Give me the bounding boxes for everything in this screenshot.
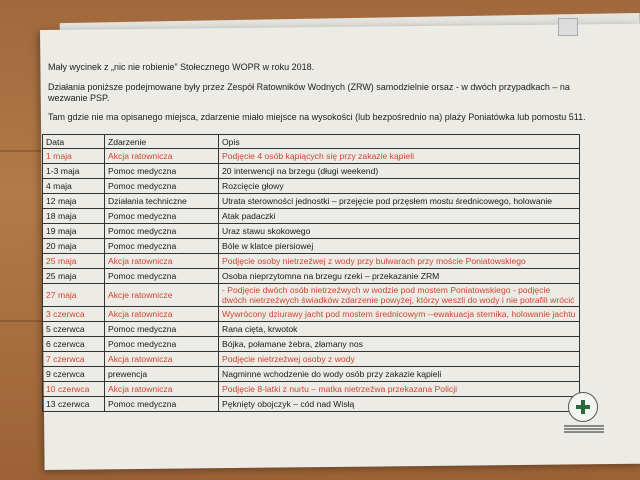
table-row [43, 307, 580, 322]
table-row [43, 254, 580, 269]
description-cell: Podjęcie osoby nietrzeźwej z wody przy bulwarach przy moście Poniatowskiego [219, 254, 580, 269]
description-cell: Uraz stawu skokowego [219, 224, 580, 239]
intro-line-1: Mały wycinek z „nic nie robienie” Stołecznego WOPR w roku 2018. [48, 62, 315, 72]
date-cell: 5 czerwca [43, 322, 105, 337]
table-row [43, 337, 580, 352]
event-cell: Pomoc medyczna [105, 224, 219, 239]
event-cell: Pomoc medyczna [105, 209, 219, 224]
table-row [43, 209, 580, 224]
date-cell: 4 maja [43, 179, 105, 194]
table-row [43, 397, 580, 412]
event-cell: Pomoc medyczna [105, 337, 219, 352]
description-cell: Bójka, połamane żebra, złamany nos [219, 337, 580, 352]
date-cell: 27 maja [43, 284, 105, 307]
table-row [43, 352, 580, 367]
date-cell: 18 maja [43, 209, 105, 224]
event-cell: Akcja ratownicza [105, 307, 219, 322]
table-row [43, 284, 580, 307]
date-cell: 25 maja [43, 269, 105, 284]
event-cell: Pomoc medyczna [105, 164, 219, 179]
header-description: Opis [219, 135, 580, 149]
description-cell: Podjęcie 4 osób kąpiących się przy zakazie kąpieli [219, 149, 580, 164]
description-cell: Pęknięty obojczyk – cód nad Wisłą [219, 397, 580, 412]
date-cell: 3 czerwca [43, 307, 105, 322]
date-cell: 10 czerwca [43, 382, 105, 397]
description-cell: Utrata sterowności jednostki – przejęcie pod przęsłem mostu średnicowego, holowanie [219, 194, 580, 209]
wopr-logo-icon [568, 392, 598, 422]
description-cell: Nagminne wchodzenie do wody osób przy zakazie kąpieli [219, 367, 580, 382]
incident-table [42, 134, 580, 412]
date-cell: 7 czerwca [43, 352, 105, 367]
event-cell: Akcja ratownicza [105, 149, 219, 164]
event-cell: Akcja ratownicza [105, 254, 219, 269]
table-row [43, 367, 580, 382]
description-cell: Podjęcie 8-latki z nurtu – matka nietrzeźwa przekazana Policji [219, 382, 580, 397]
intro-line-2b: wezwanie PSP. [48, 93, 110, 103]
table-row [43, 164, 580, 179]
date-cell: 20 maja [43, 239, 105, 254]
table-row [43, 382, 580, 397]
event-cell: Pomoc medyczna [105, 322, 219, 337]
event-cell: prewencja [105, 367, 219, 382]
table-row [43, 239, 580, 254]
table-row [43, 149, 580, 164]
date-cell: 13 czerwca [43, 397, 105, 412]
intro-line-2a: Działania poniższe podejmowane były przez Zespół Ratowników Wodnych (ZRW) samodzielnie orsaz - w dwóch przypadkach – na [48, 82, 570, 92]
date-cell: 1 maja [43, 149, 105, 164]
description-cell: 20 interwencji na brzegu (długi weekend) [219, 164, 580, 179]
table-row [43, 194, 580, 209]
event-cell: Akcje ratownicze [105, 284, 219, 307]
table-row [43, 322, 580, 337]
date-cell: 6 czerwca [43, 337, 105, 352]
paper-corner-mark [558, 18, 578, 36]
description-cell: Podjęcie nietrzeźwej osoby z wody [219, 352, 580, 367]
event-cell: Pomoc medyczna [105, 239, 219, 254]
table-header-row [43, 135, 580, 149]
intro-line-3: Tam gdzie nie ma opisanego miejsca, zdarzenie miało miejsce na wysokości (lub bezpośrednio na) plaży Poniatówka lub pomostu 511. [48, 112, 586, 122]
table-row [43, 179, 580, 194]
event-cell: Działania techniczne [105, 194, 219, 209]
event-cell: Akcja ratownicza [105, 352, 219, 367]
event-cell: Pomoc medyczna [105, 179, 219, 194]
description-cell: Wywrócony dziurawy jacht pod mostem średnicowym --ewakuacja sternika, holowanie jachtu [219, 307, 580, 322]
date-cell: 25 maja [43, 254, 105, 269]
description-cell: - Podjęcie dwóch osób nietrzeźwych w wodzie pod mostem Poniatowskiego - podjęcie dwóch nietrzeźwych świadków zdarzenie powyżej, którzy weszli do wody i nie potrafili wrócić [219, 284, 580, 307]
date-cell: 12 maja [43, 194, 105, 209]
event-cell: Pomoc medyczna [105, 269, 219, 284]
description-cell: Rozcięcie głowy [219, 179, 580, 194]
table-row [43, 269, 580, 284]
date-cell: 1-3 maja [43, 164, 105, 179]
logo-caption-lines [564, 424, 604, 434]
header-date: Data [43, 135, 105, 149]
description-cell: Atak padaczki [219, 209, 580, 224]
date-cell: 19 maja [43, 224, 105, 239]
description-cell: Rana cięta, krwotok [219, 322, 580, 337]
table-row [43, 224, 580, 239]
event-cell: Akcja ratownicza [105, 382, 219, 397]
description-cell: Bóle w klatce piersiowej [219, 239, 580, 254]
header-event: Zdarzenie [105, 135, 219, 149]
date-cell: 9 czerwca [43, 367, 105, 382]
description-cell: Osoba nieprzytomna na brzegu rzeki – przekazanie ZRM [219, 269, 580, 284]
event-cell: Pomoc medyczna [105, 397, 219, 412]
